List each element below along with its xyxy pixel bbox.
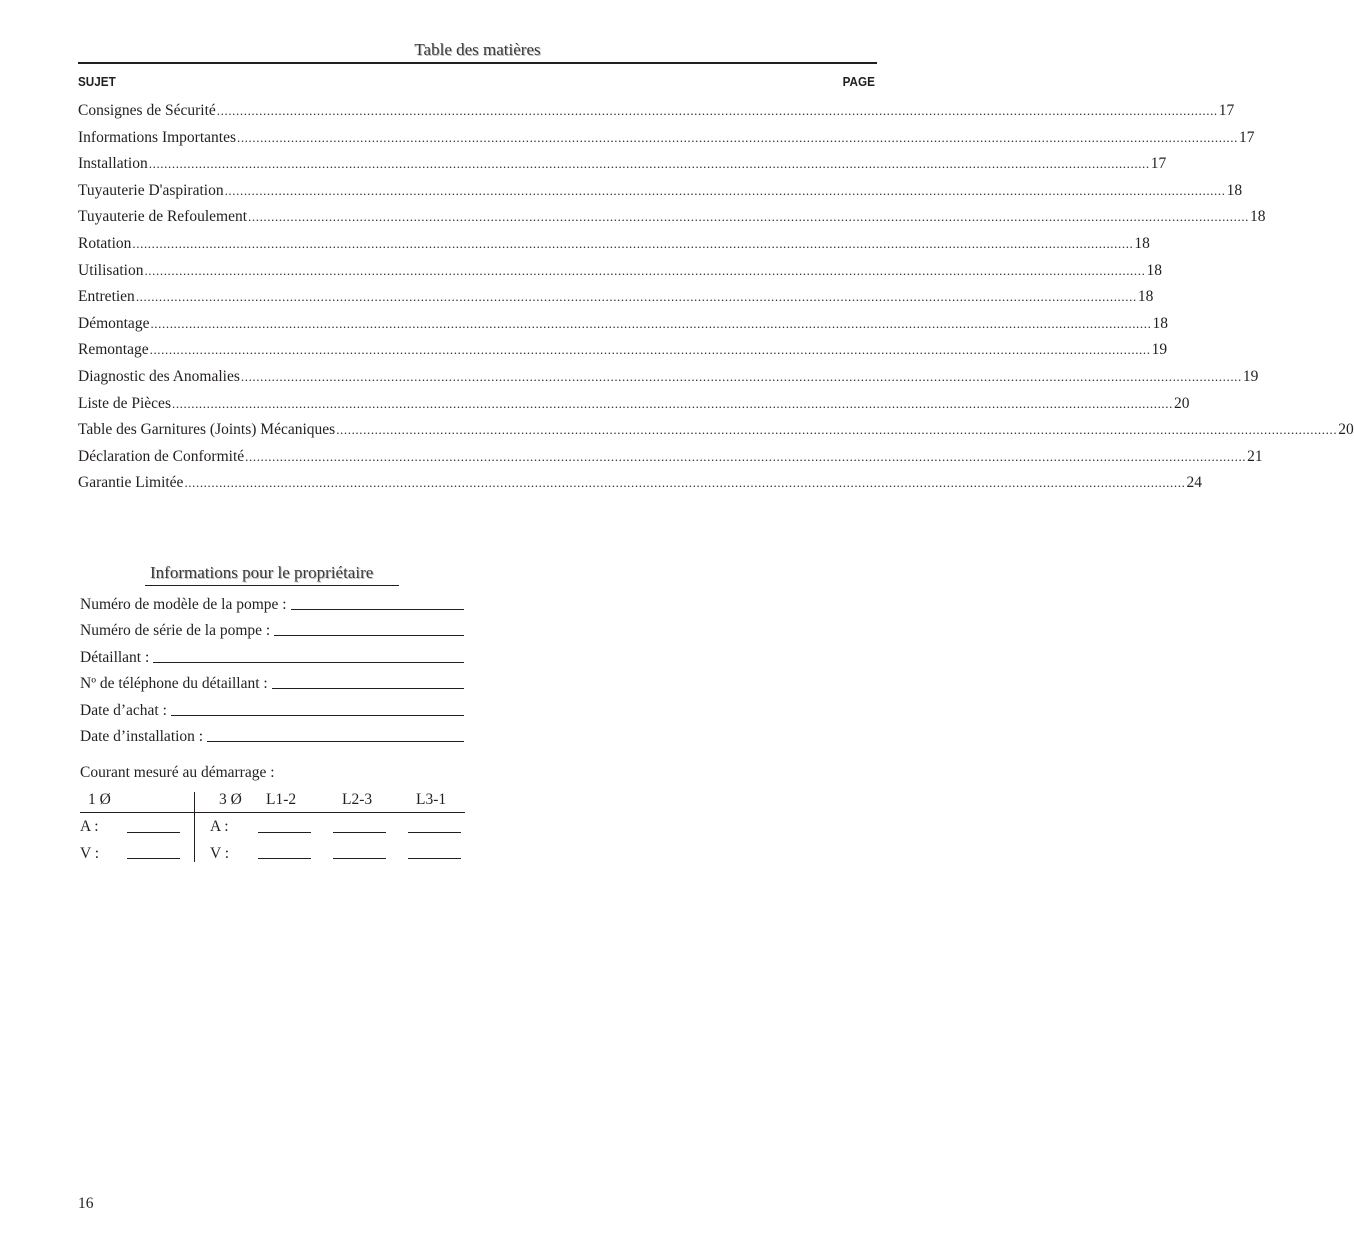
toc-entry-title: Diagnostic des Anomalies: [78, 367, 240, 385]
dot-leader: ....................................................................................................................................................................................................................................................................: [149, 342, 1151, 358]
owner-title-underline: [145, 585, 399, 586]
toc-entry[interactable]: [78, 261, 1162, 289]
dot-leader: ....................................................................................................................................................................................................................................................................: [336, 422, 1338, 438]
amps-l2-3-blank[interactable]: [333, 832, 386, 833]
volts-l1-2-blank[interactable]: [258, 858, 311, 859]
l3-1-header: L3-1: [416, 791, 447, 808]
table-header-rule: [80, 812, 465, 813]
amps-l3-1-blank[interactable]: [408, 832, 461, 833]
toc-entry-page: 19: [1151, 341, 1168, 359]
toc-entry-title: Garantie Limitée: [78, 474, 184, 492]
table-of-contents: [78, 102, 1354, 501]
dealer-blank[interactable]: [153, 662, 464, 663]
field-label: Date d’achat :: [80, 702, 167, 719]
volts-single-blank[interactable]: [127, 858, 180, 859]
toc-entry-title: Table des Garnitures (Joints) Mécaniques: [78, 421, 336, 439]
toc-entry[interactable]: [78, 447, 1263, 475]
purchase-date-blank[interactable]: [171, 715, 464, 716]
toc-entry-title: Rotation: [78, 234, 132, 252]
l1-2-header: L1-2: [266, 791, 297, 808]
install-date-field: [80, 724, 464, 746]
toc-entry-title: Installation: [78, 155, 148, 173]
dealer-field: [80, 645, 464, 667]
dot-leader: ....................................................................................................................................................................................................................................................................: [236, 129, 1238, 145]
toc-entry[interactable]: [78, 421, 1354, 448]
dot-leader: ....................................................................................................................................................................................................................................................................: [171, 395, 1173, 411]
dealer-phone-blank[interactable]: [272, 688, 464, 689]
dot-leader: ....................................................................................................................................................................................................................................................................: [144, 262, 1146, 278]
owner-info-title: Informations pour le propriétaire: [150, 563, 374, 582]
dot-leader: ....................................................................................................................................................................................................................................................................: [132, 235, 1134, 251]
page-number: 16: [78, 1195, 94, 1212]
toc-entry[interactable]: [78, 128, 1255, 156]
page-column-header: PAGE: [842, 74, 875, 89]
field-label: Numéro de série de la pompe :: [80, 622, 271, 639]
install-date-blank[interactable]: [207, 741, 464, 742]
toc-entry-page: 24: [1186, 474, 1202, 492]
field-label: Nº de téléphone du détaillant :: [80, 675, 268, 692]
field-label: Date d’installation :: [80, 728, 204, 745]
toc-entry-page: 18: [1226, 181, 1243, 199]
subject-column-header: SUJET: [78, 74, 116, 89]
toc-entry-page: 21: [1247, 447, 1263, 465]
toc-entry[interactable]: [78, 181, 1243, 209]
amps-label-three: A :: [210, 818, 229, 835]
amps-l1-2-blank[interactable]: [258, 832, 311, 833]
toc-entry-page: 17: [1150, 155, 1167, 173]
volts-l3-1-blank[interactable]: [408, 858, 461, 859]
toc-entry-page: 18: [1134, 234, 1150, 252]
toc-entry-title: Entretien: [78, 288, 135, 306]
toc-title: Table des matières: [414, 40, 541, 59]
table-column-divider: [194, 792, 195, 862]
toc-entry-page: 20: [1338, 421, 1354, 439]
three-phase-header: 3 Ø: [219, 791, 242, 808]
toc-entry[interactable]: [78, 367, 1259, 395]
dot-leader: ....................................................................................................................................................................................................................................................................: [224, 182, 1226, 198]
toc-entry-page: 18: [1152, 314, 1168, 332]
toc-entry-title: Tuyauterie D'aspiration: [78, 181, 224, 199]
startup-current-label: Courant mesuré au démarrage :: [80, 764, 275, 781]
field-label: Détaillant :: [80, 649, 150, 666]
toc-entry-title: Déclaration de Conformité: [78, 447, 245, 465]
amps-single-blank[interactable]: [127, 832, 180, 833]
toc-entry-title: Consignes de Sécurité: [78, 102, 216, 119]
toc-entry-title: Liste de Pièces: [78, 394, 171, 412]
toc-entry-title: Démontage: [78, 314, 150, 332]
toc-entry-page: 19: [1242, 367, 1259, 385]
toc-entry[interactable]: [78, 155, 1167, 182]
toc-entry[interactable]: [78, 474, 1202, 501]
dot-leader: ....................................................................................................................................................................................................................................................................: [150, 315, 1152, 331]
single-phase-header: 1 Ø: [88, 791, 111, 808]
toc-entry-page: 18: [1137, 288, 1154, 306]
toc-entry-page: 18: [1250, 208, 1266, 226]
title-rule: [78, 62, 877, 64]
serial-number-field: [80, 618, 464, 640]
dot-leader: ....................................................................................................................................................................................................................................................................: [248, 209, 1250, 225]
volts-label-single: V :: [80, 845, 100, 862]
toc-entry-page: 20: [1173, 394, 1190, 412]
toc-entry[interactable]: [78, 234, 1150, 262]
toc-entry[interactable]: [78, 102, 1235, 129]
model-number-field: [80, 592, 464, 614]
l2-3-header: L2-3: [342, 791, 373, 808]
toc-entry-title: Tuyauterie de Refoulement: [78, 208, 248, 226]
dot-leader: ....................................................................................................................................................................................................................................................................: [184, 475, 1186, 491]
dot-leader: ....................................................................................................................................................................................................................................................................: [135, 289, 1137, 305]
dot-leader: ....................................................................................................................................................................................................................................................................: [240, 368, 1242, 384]
toc-entry-page: 18: [1146, 261, 1162, 279]
toc-entry-title: Utilisation: [78, 261, 144, 279]
toc-entry[interactable]: [78, 341, 1168, 368]
dealer-phone-field: [80, 671, 464, 693]
dot-leader: ....................................................................................................................................................................................................................................................................: [216, 103, 1218, 118]
toc-entry-page: 17: [1218, 102, 1235, 119]
toc-entry[interactable]: [78, 288, 1154, 315]
toc-entry-title: Informations Importantes: [78, 128, 236, 146]
model-number-blank[interactable]: [291, 609, 464, 610]
toc-entry-page: 17: [1238, 128, 1255, 146]
toc-entry[interactable]: [78, 394, 1190, 422]
volts-l2-3-blank[interactable]: [333, 858, 386, 859]
field-label: Numéro de modèle de la pompe :: [80, 596, 287, 613]
dot-leader: ....................................................................................................................................................................................................................................................................: [148, 156, 1150, 172]
toc-entry-title: Remontage: [78, 341, 149, 359]
dot-leader: ....................................................................................................................................................................................................................................................................: [245, 448, 1247, 464]
toc-entry[interactable]: [78, 208, 1266, 235]
volts-label-three: V :: [210, 845, 230, 862]
amps-label-single: A :: [80, 818, 99, 835]
purchase-date-field: [80, 698, 464, 720]
toc-entry[interactable]: [78, 314, 1168, 342]
serial-number-blank[interactable]: [274, 635, 464, 636]
